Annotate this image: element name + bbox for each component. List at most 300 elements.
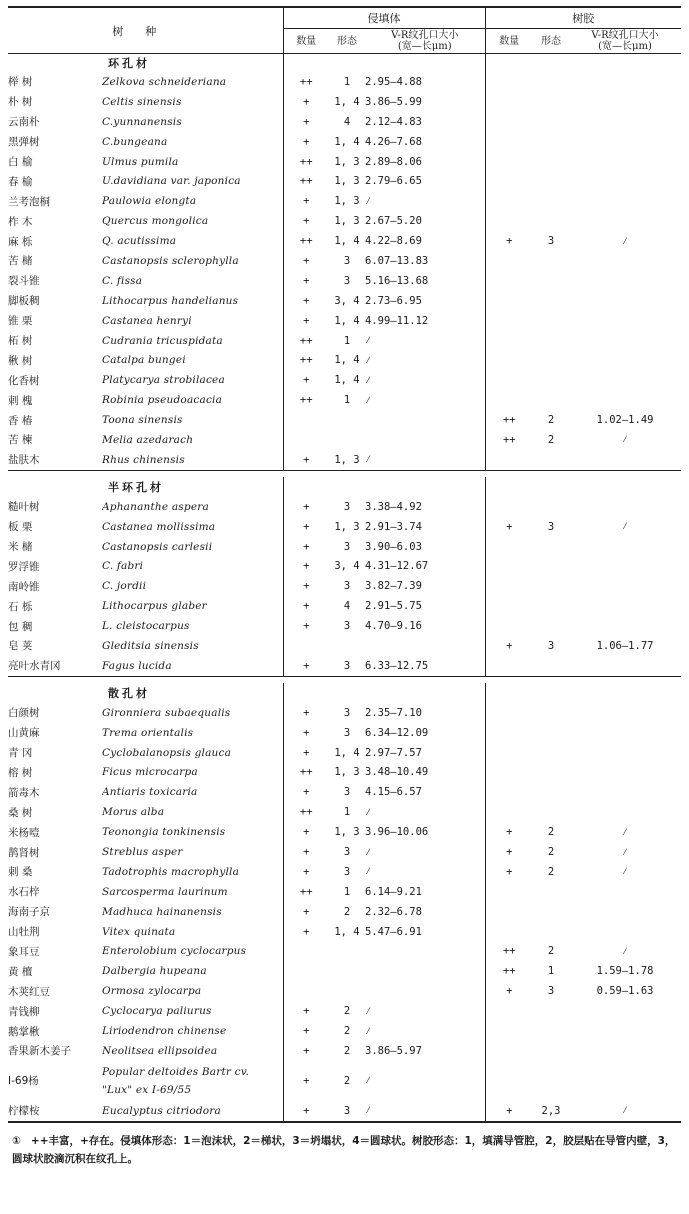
tylosoid-pit-size xyxy=(365,981,485,1001)
gum-pit-size: ⁄ xyxy=(621,865,629,878)
tylosoid-count xyxy=(283,961,329,981)
gum-count xyxy=(485,450,533,470)
species-scientific-name: Vitex quinata xyxy=(102,925,176,938)
gum-form xyxy=(533,576,569,596)
tylosoid-form: 3 xyxy=(343,786,351,799)
tylosoid-count: + xyxy=(283,497,329,517)
table-row xyxy=(8,782,681,802)
species-scientific-name: Liriodendron chinense xyxy=(102,1025,227,1038)
gum-count xyxy=(485,882,533,902)
table-row xyxy=(8,370,681,390)
gum-form xyxy=(533,1001,569,1021)
gum-pit-size xyxy=(569,171,681,191)
tylosoid-pit-size: 5.16—13.68 xyxy=(365,274,429,287)
tylosoid-form: 3 xyxy=(343,726,351,739)
table-body xyxy=(8,54,681,1122)
gum-form: 2 xyxy=(547,826,555,839)
tylosoid-form: 1, 4 xyxy=(334,746,360,759)
tylosoid-pit-size: 6.14—9.21 xyxy=(365,885,422,898)
tylosoid-form xyxy=(329,961,365,981)
table-row xyxy=(8,616,681,636)
table-row xyxy=(8,723,681,743)
gum-count: + xyxy=(485,822,533,842)
table-row xyxy=(8,537,681,557)
table-row xyxy=(8,291,681,311)
gum-count xyxy=(485,576,533,596)
species-chinese-name: 石 栎 xyxy=(8,600,33,613)
tylosoid-count: ++ xyxy=(283,152,329,172)
table-row xyxy=(8,1061,681,1101)
tylosoid-pit-size: 6.07—13.83 xyxy=(365,254,429,267)
species-chinese-name: 板 栗 xyxy=(8,521,33,534)
species-chinese-name: 盐肤木 xyxy=(8,454,40,467)
gum-pit-size: 1.59—1.78 xyxy=(596,965,654,978)
species-chinese-name: 苦 楝 xyxy=(8,434,33,447)
tylosoid-pit-size: 4.31—12.67 xyxy=(365,560,429,573)
tylosoid-count: + xyxy=(283,902,329,922)
gum-count xyxy=(485,743,533,763)
species-scientific-name: Lithocarpus glaber xyxy=(102,600,207,613)
tylosoid-count xyxy=(283,942,329,962)
gum-pit-size xyxy=(569,763,681,783)
tylosoid-count: + xyxy=(283,271,329,291)
tylosoid-count: + xyxy=(283,922,329,942)
tylosoid-count: + xyxy=(283,191,329,211)
gum-pit-size: 1.06—1.77 xyxy=(596,639,654,652)
tylosoid-form: 1 xyxy=(343,394,351,407)
gum-pit-size xyxy=(569,450,681,470)
gum-pit-size xyxy=(569,92,681,112)
species-scientific-name: Antiaris toxicaria xyxy=(102,786,198,799)
species-header: 树种 xyxy=(8,7,283,54)
tylosoid-pit-size xyxy=(365,410,485,430)
tylosoid-form: 3, 4 xyxy=(334,560,360,573)
tylosoid-pit-size xyxy=(365,942,485,962)
species-scientific-name: Castanopsis sclerophylla xyxy=(102,254,239,267)
gum-count xyxy=(485,72,533,92)
tylosoid-form: 3 xyxy=(343,659,351,672)
species-chinese-name: 榕 树 xyxy=(8,766,33,779)
gum-count-header: 数量 xyxy=(485,29,533,54)
tylosoid-pit-size: ⁄ xyxy=(365,373,372,386)
tylosoid-count: + xyxy=(283,1021,329,1041)
gum-form xyxy=(533,251,569,271)
species-scientific-name: C.yunnanensis xyxy=(102,115,182,128)
gum-count xyxy=(485,782,533,802)
gum-pit-size xyxy=(569,152,681,172)
gum-count xyxy=(485,350,533,370)
tylosoid-form: 4 xyxy=(343,115,351,128)
footnote-mark: ① xyxy=(12,1134,21,1147)
species-scientific-name: Rhus chinensis xyxy=(102,453,185,466)
species-scientific-name: C.bungeana xyxy=(102,135,168,148)
tylosoid-count: + xyxy=(283,782,329,802)
tylosoid-form: 2 xyxy=(343,1025,351,1038)
tylosoid-count: + xyxy=(283,112,329,132)
gum-count: + xyxy=(485,842,533,862)
gum-pit-size xyxy=(569,723,681,743)
tylosoid-form: 1, 3 xyxy=(334,766,360,779)
gum-count xyxy=(485,92,533,112)
species-chinese-name: 柞 木 xyxy=(8,215,33,228)
species-chinese-name: 糙叶树 xyxy=(8,501,40,514)
tylosoid-count: + xyxy=(283,703,329,723)
gum-pit-size: ⁄ xyxy=(621,825,629,838)
species-chinese-name: 柠檬桉 xyxy=(8,1105,40,1118)
tylosoid-form: 3 xyxy=(343,1104,351,1117)
tylosoid-count-header: 数量 xyxy=(283,29,329,54)
gum-form xyxy=(533,723,569,743)
gum-form xyxy=(533,92,569,112)
table-row xyxy=(8,331,681,351)
gum-form xyxy=(533,1041,569,1061)
tylosoid-pit-size: 2.95—4.88 xyxy=(365,75,422,88)
species-chinese-name: 山黄麻 xyxy=(8,727,40,740)
species-scientific-name: Ficus microcarpa xyxy=(102,766,198,779)
gum-form: 2 xyxy=(547,846,555,858)
tylosoid-count: + xyxy=(283,311,329,331)
tylosoid-pit-size: ⁄ xyxy=(365,805,372,818)
table-row xyxy=(8,1041,681,1061)
gum-count xyxy=(485,1061,533,1101)
species-scientific-name: Dalbergia hupeana xyxy=(102,965,207,978)
species-scientific-name: Paulowia elongta xyxy=(102,195,197,208)
tylosoid-count: + xyxy=(283,576,329,596)
gum-form: 2 xyxy=(547,433,555,446)
tylosoid-count: + xyxy=(283,1001,329,1021)
species-scientific-name: Fagus lucida xyxy=(102,659,172,672)
tylosoid-form: 1, 4 xyxy=(334,314,360,327)
gum-count xyxy=(485,291,533,311)
species-scientific-name: Cyclobalanopsis glauca xyxy=(102,746,232,759)
species-chinese-name: 青 冈 xyxy=(8,747,33,760)
gum-form xyxy=(533,1061,569,1101)
species-scientific-name: Toona sinensis xyxy=(102,414,183,427)
gum-form: 3 xyxy=(547,639,555,652)
table-row xyxy=(8,1001,681,1021)
gum-form: 3 xyxy=(547,985,555,998)
species-chinese-name: 裂斗锥 xyxy=(8,275,40,288)
table-row xyxy=(8,922,681,942)
table-row xyxy=(8,497,681,517)
species-scientific-name: Castanea henryi xyxy=(102,314,192,327)
species-scientific-name: Q. acutissima xyxy=(102,235,177,248)
tylosoid-form: 3 xyxy=(343,846,351,858)
section-gum-spacer xyxy=(485,54,681,73)
species-scientific-name: Aphananthe aspera xyxy=(102,500,209,513)
tylosoid-pit-size xyxy=(365,430,485,450)
gum-pit-size xyxy=(569,350,681,370)
species-chinese-name: 香果新木姜子 xyxy=(8,1045,71,1058)
gum-pit-size xyxy=(569,802,681,822)
table-row xyxy=(8,656,681,676)
gum-form: 3 xyxy=(547,520,555,533)
gum-form: 1 xyxy=(547,965,555,978)
species-chinese-name: 云南朴 xyxy=(8,116,40,129)
gum-pit-size xyxy=(569,211,681,231)
gum-count: + xyxy=(485,636,533,656)
gum-form xyxy=(533,616,569,636)
species-chinese-name: 春 榆 xyxy=(8,175,33,188)
gum-count: ++ xyxy=(485,961,533,981)
tylosoid-count: ++ xyxy=(283,171,329,191)
species-chinese-name: 黄 檀 xyxy=(8,965,33,978)
gum-form-header: 形态 xyxy=(533,29,569,54)
gum-pit-size xyxy=(569,656,681,676)
section-gum-spacer xyxy=(485,683,681,703)
table-row xyxy=(8,703,681,723)
gum-pit-size xyxy=(569,311,681,331)
tylosoid-pit-size: 2.97—7.57 xyxy=(365,746,422,759)
gum-count: + xyxy=(485,981,533,1001)
gum-form: 2 xyxy=(547,414,555,427)
tylosoid-form: 3 xyxy=(343,706,351,719)
gum-count xyxy=(485,802,533,822)
table-row xyxy=(8,132,681,152)
table-row xyxy=(8,231,681,251)
gum-count xyxy=(485,537,533,557)
gum-form xyxy=(533,450,569,470)
species-chinese-name: 南岭锥 xyxy=(8,580,40,593)
tylosoid-count: + xyxy=(283,596,329,616)
table-row xyxy=(8,556,681,576)
species-chinese-name: 锥 栗 xyxy=(8,315,33,328)
gum-pit-size xyxy=(569,370,681,390)
tylosoid-pit-size: 2.67—5.20 xyxy=(365,215,422,228)
table-row xyxy=(8,763,681,783)
tylosoid-pit-size: ⁄ xyxy=(365,845,372,858)
gum-form xyxy=(533,763,569,783)
table-row xyxy=(8,636,681,656)
species-scientific-name: Streblus asper xyxy=(102,846,183,858)
tylosoid-pit-size: ⁄ xyxy=(365,453,372,466)
tylosoid-count: + xyxy=(283,251,329,271)
gum-count xyxy=(485,902,533,922)
tylosoid-pit-size: 2.79—6.65 xyxy=(365,175,422,188)
tylosoid-count: ++ xyxy=(283,390,329,410)
gum-pit-size xyxy=(569,390,681,410)
gum-form xyxy=(533,370,569,390)
tylosoid-count xyxy=(283,410,329,430)
gum-count xyxy=(485,656,533,676)
table-row xyxy=(8,152,681,172)
gum-count xyxy=(485,703,533,723)
tylosoid-pit-size xyxy=(365,961,485,981)
table-row xyxy=(8,842,681,862)
tylosoid-form xyxy=(329,410,365,430)
gum-pit-size xyxy=(569,291,681,311)
tylosoid-form xyxy=(329,981,365,1001)
tylosoid-pit-size: 5.47—6.91 xyxy=(365,925,422,938)
gum-count xyxy=(485,211,533,231)
gum-form xyxy=(533,656,569,676)
section-gum-spacer xyxy=(485,477,681,497)
gum-pit-size: ⁄ xyxy=(621,944,629,957)
gum-count: + xyxy=(485,231,533,251)
species-chinese-name: 海南子京 xyxy=(8,906,50,919)
table-row xyxy=(8,92,681,112)
species-chinese-name: 香 椿 xyxy=(8,414,33,427)
species-chinese-name: 罗浮锥 xyxy=(8,560,40,573)
table-row xyxy=(8,350,681,370)
species-scientific-name: L. cleistocarpus xyxy=(102,620,190,633)
tylosoid-form: 1, 4 xyxy=(334,95,360,108)
species-scientific-name: Gironniera subaequalis xyxy=(102,706,231,719)
gum-pit-size xyxy=(569,537,681,557)
species-scientific-name: U.davidiana var. japonica xyxy=(102,175,241,188)
tylosoid-pit-size: 2.35—7.10 xyxy=(365,706,422,719)
tylosoid-pit-size: 3.96—10.06 xyxy=(365,826,429,839)
species-chinese-name: 米杨噎 xyxy=(8,826,40,839)
gum-pit-size xyxy=(569,556,681,576)
tylosoid-form: 2 xyxy=(343,1005,351,1018)
gum-size-header-line2: (宽—长μm) xyxy=(598,41,652,52)
tylosoid-pit-size: ⁄ xyxy=(365,334,372,347)
gum-form xyxy=(533,311,569,331)
gum-pit-size xyxy=(569,1041,681,1061)
gum-form: 2,3 xyxy=(541,1104,561,1117)
tylosoid-pit-size: 6.33—12.75 xyxy=(365,659,429,672)
gum-size-header xyxy=(569,29,681,54)
table-row xyxy=(8,390,681,410)
table-row xyxy=(8,271,681,291)
gum-pit-size: ⁄ xyxy=(621,234,629,247)
tylosoid-count: + xyxy=(283,723,329,743)
gum-pit-size xyxy=(569,743,681,763)
tylosoid-form: 1, 3 xyxy=(334,215,360,228)
tylosoid-pit-size: 3.38—4.92 xyxy=(365,500,422,513)
gum-form xyxy=(533,537,569,557)
gum-pit-size xyxy=(569,1021,681,1041)
gum-form xyxy=(533,882,569,902)
tylosoid-count: ++ xyxy=(283,331,329,351)
tylosoid-pit-size: 4.70—9.16 xyxy=(365,620,422,633)
gum-count: + xyxy=(485,862,533,882)
gum-pit-size: ⁄ xyxy=(621,520,629,533)
tylosoid-pit-size: ⁄ xyxy=(365,194,372,207)
tylosoid-size-header-line2: (宽—长μm) xyxy=(397,41,452,52)
gum-count xyxy=(485,132,533,152)
gum-header: 树胶 xyxy=(485,7,681,29)
tylosoid-count: + xyxy=(283,517,329,537)
gum-form xyxy=(533,596,569,616)
tylosoid-count xyxy=(283,981,329,1001)
gum-form xyxy=(533,152,569,172)
gum-count: + xyxy=(485,517,533,537)
tylosoid-form: 3 xyxy=(343,540,351,553)
species-scientific-name: Platycarya strobilacea xyxy=(102,374,225,387)
gum-pit-size xyxy=(569,596,681,616)
tylosoid-count: ++ xyxy=(283,763,329,783)
species-scientific-name: Lithocarpus handelianus xyxy=(102,294,239,307)
tylosoid-form: 1 xyxy=(343,806,351,819)
tylosoid-pit-size: 3.90—6.03 xyxy=(365,540,422,553)
tylosoid-form: 1, 3 xyxy=(334,520,360,533)
gum-count: ++ xyxy=(485,942,533,962)
section-tylosoid-spacer xyxy=(283,477,485,497)
species-chinese-name: 刺 槐 xyxy=(8,394,33,407)
gum-form xyxy=(533,922,569,942)
species-scientific-name: C. fissa xyxy=(102,274,143,287)
section-title: 环孔材 xyxy=(108,57,150,70)
gum-pit-size: 1.02—1.49 xyxy=(596,414,654,427)
table-row xyxy=(8,450,681,470)
table-row xyxy=(8,211,681,231)
species-scientific-name: Ormosa zylocarpa xyxy=(102,985,202,998)
species-chinese-name: 刺 桑 xyxy=(8,866,33,879)
tylosoid-count: ++ xyxy=(283,231,329,251)
table-row xyxy=(8,1021,681,1041)
section-tylosoid-spacer xyxy=(283,54,485,73)
gum-form xyxy=(533,703,569,723)
gum-pit-size xyxy=(569,271,681,291)
tylosoid-form: 1, 3 xyxy=(334,826,360,839)
gum-form: 2 xyxy=(547,865,555,878)
tylosoid-form: 1 xyxy=(343,75,351,88)
gum-form xyxy=(533,112,569,132)
tylosoid-pit-size xyxy=(365,636,485,656)
tylosoid-form: 1, 4 xyxy=(334,925,360,938)
table-row xyxy=(8,981,681,1001)
gum-pit-size xyxy=(569,112,681,132)
tylosoid-form: 1, 3 xyxy=(334,195,360,208)
tylosoid-form: 3 xyxy=(343,620,351,633)
species-chinese-name: 朴 树 xyxy=(8,96,33,109)
tylosoid-form xyxy=(329,430,365,450)
tylosoid-form: 2 xyxy=(343,1044,351,1057)
table-row xyxy=(8,802,681,822)
tylosoid-form: 1 xyxy=(343,885,351,898)
footnote-text: ++丰富，+存在。侵填体形态：1＝泡沫状，2＝梯状，3＝坍塌状，4＝圆球状。树胶形态：1，填满导管腔，2，胶层贴在导管内壁，3，圆球状胶滴沉积在纹孔上。 xyxy=(12,1134,676,1165)
section-title: 半环孔材 xyxy=(108,480,164,494)
gum-count xyxy=(485,271,533,291)
species-scientific-name: Popular deltoides Bartr cv. "Lux" ex I-69/55 xyxy=(102,1065,250,1096)
table-row xyxy=(8,576,681,596)
tylosoid-count: ++ xyxy=(283,72,329,92)
tylosoid-form-header: 形态 xyxy=(329,29,365,54)
gum-form xyxy=(533,132,569,152)
tylosoid-pit-size: 6.34—12.09 xyxy=(365,726,429,739)
gum-form xyxy=(533,72,569,92)
gum-count xyxy=(485,171,533,191)
tylosoid-count: + xyxy=(283,556,329,576)
tylosoid-count: ++ xyxy=(283,802,329,822)
gum-count xyxy=(485,922,533,942)
species-chinese-name: 鹊肾树 xyxy=(8,846,40,859)
tylosoid-count xyxy=(283,636,329,656)
tylosoid-count: + xyxy=(283,537,329,557)
species-scientific-name: Melia azedarach xyxy=(102,433,194,446)
species-chinese-name: 麻 栎 xyxy=(8,235,33,248)
tylosoid-form: 3, 4 xyxy=(334,294,360,307)
gum-count xyxy=(485,251,533,271)
species-chinese-name: 米 槠 xyxy=(8,541,33,554)
gum-form xyxy=(533,291,569,311)
species-chinese-name: 苦 槠 xyxy=(8,255,33,268)
tylosoid-count: + xyxy=(283,822,329,842)
species-chinese-name: 柘 树 xyxy=(8,335,33,348)
species-scientific-name: Madhuca hainanensis xyxy=(102,905,222,918)
gum-pit-size xyxy=(569,191,681,211)
species-chinese-name: 白颜树 xyxy=(8,707,40,720)
tylosoid-pit-size: 2.89—8.06 xyxy=(365,155,422,168)
gum-count xyxy=(485,723,533,743)
tylosoid-count: + xyxy=(283,656,329,676)
gum-form: 3 xyxy=(547,235,555,248)
tylosoid-form: 1, 3 xyxy=(334,453,360,466)
tylosoid-pit-size: 4.99—11.12 xyxy=(365,314,429,327)
species-scientific-name: C. fabri xyxy=(102,560,144,573)
